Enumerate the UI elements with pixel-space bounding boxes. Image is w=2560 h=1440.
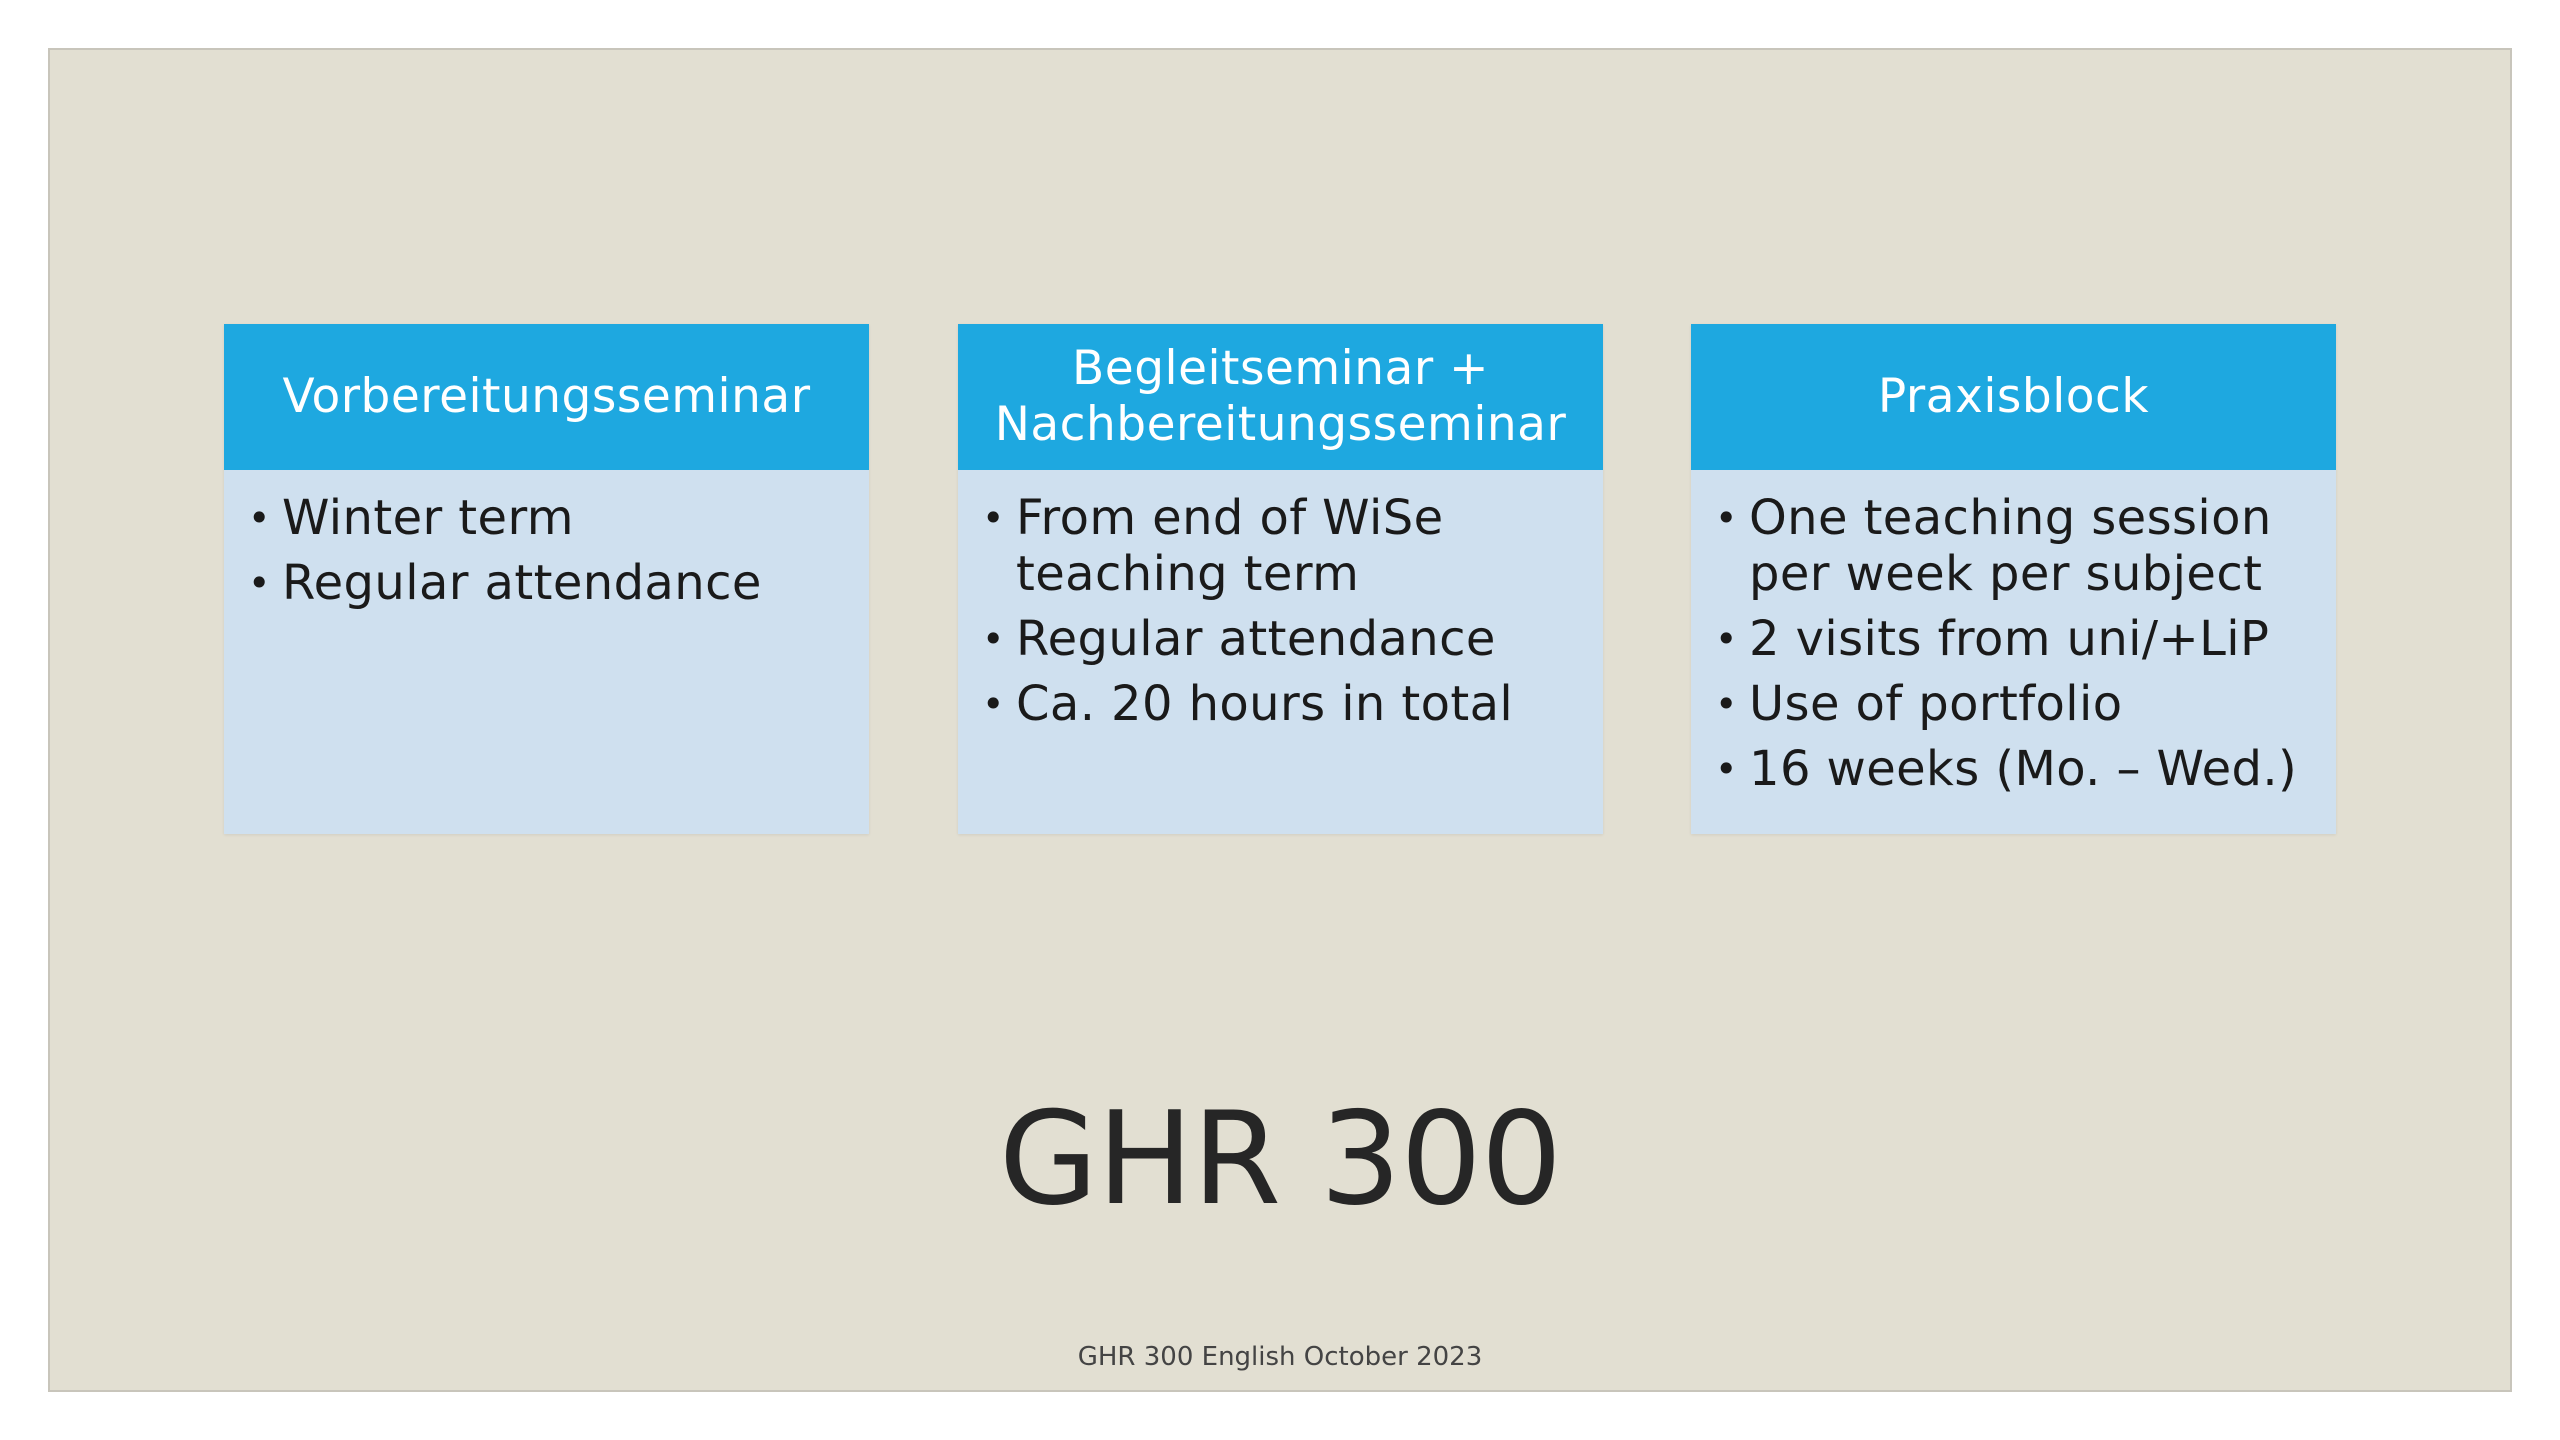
bullet-icon: • [248, 496, 271, 540]
bullet-item: • From end of WiSe teaching term [982, 490, 1444, 602]
bullet-list [248, 490, 849, 611]
bullet-item: • Regular attendance [982, 611, 1496, 667]
card-body [224, 470, 869, 611]
bullet-icon: • [1715, 617, 1738, 661]
bullet-item: • Regular attendance [248, 555, 762, 611]
card-header-text: Praxisblock [1877, 369, 2150, 424]
bullet-icon: • [982, 496, 1005, 540]
bullet-list [982, 490, 1583, 732]
bullet-item: • Ca. 20 hours in total [982, 676, 1514, 732]
bullet-item: • 2 visits from uni/+LiP [1715, 611, 2270, 667]
card-header [224, 324, 869, 470]
bullet-item: • Winter term [248, 490, 574, 546]
card-header [1691, 324, 2336, 470]
slide-title: GHR 300 [998, 1085, 1562, 1234]
bullet-list [1715, 490, 2316, 797]
bullet-item: • One teaching session per week per subject [1715, 490, 2272, 602]
slide-footer: GHR 300 English October 2023 [1077, 1342, 1483, 1372]
bullet-item: • Use of portfolio [1715, 676, 2123, 732]
bullet-icon: • [248, 561, 271, 605]
card-header-text: Begleitseminar + [1072, 341, 1489, 396]
card-header [958, 324, 1603, 470]
card-vorbereitungsseminar [224, 324, 869, 834]
card-body [958, 470, 1603, 732]
bullet-icon: • [1715, 747, 1738, 791]
bullet-icon: • [982, 617, 1005, 661]
bullet-icon: • [1715, 682, 1738, 726]
slide [48, 48, 2512, 1392]
card-begleitseminar [958, 324, 1603, 834]
bullet-icon: • [982, 682, 1005, 726]
card-body [1691, 470, 2336, 797]
bullet-item: • 16 weeks (Mo. – Wed.) [1715, 741, 2298, 797]
bullet-icon: • [1715, 496, 1738, 540]
card-praxisblock [1691, 324, 2336, 834]
card-header-text: Vorbereitungsseminar [282, 369, 811, 424]
card-header-text: Nachbereitungsseminar [994, 397, 1567, 452]
